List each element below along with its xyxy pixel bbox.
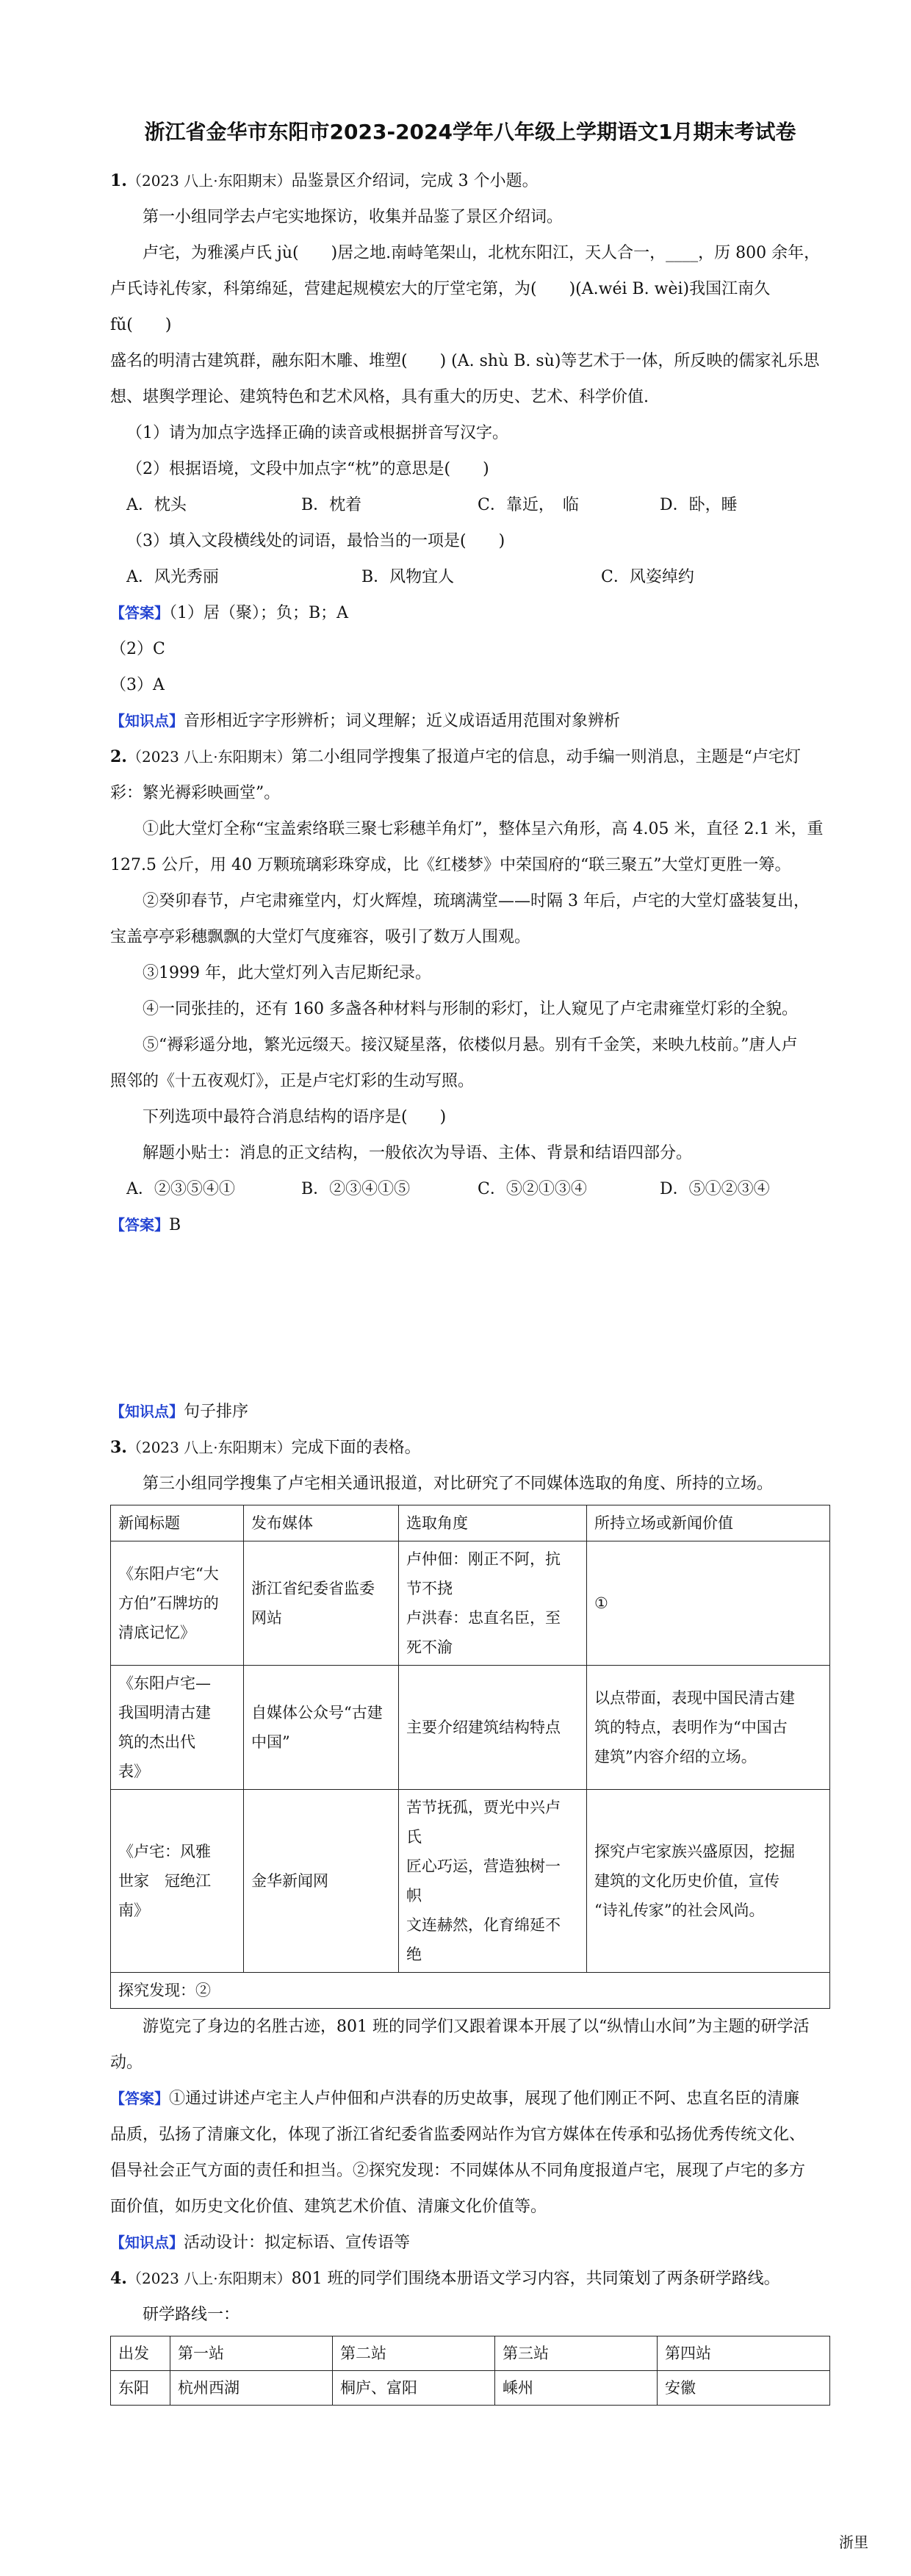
table-cell-media [244, 1541, 399, 1666]
q4-stem-text: 801 班的同学们围绕本册语文学习内容，共同策划了两条研学路线。 [291, 2270, 780, 2288]
q1-sub2-option-c: C．靠近， 临 [478, 496, 579, 514]
table-cell-value [587, 1541, 830, 1666]
cell-line: 浙江省纪委省监委 [251, 1580, 375, 1597]
page-footer: 浙里 [839, 2533, 868, 2551]
answer-tag: 【答案】 [110, 604, 169, 622]
q2-tip: 解题小贴士：消息的正文结构，一般依次为导语、主体、背景和结语四部分。 [143, 1144, 693, 1162]
cell-line: 《卢宅：风雅 [118, 1843, 211, 1860]
route-table [110, 2336, 830, 2406]
q1-sub2: （2）根据语境，文段中加点字“枕”的意思是( ) [126, 460, 489, 478]
q1-answer-1 [110, 595, 830, 631]
answer-tag: 【答案】 [110, 2090, 169, 2107]
q3-stem-text: 完成下面的表格。 [291, 1439, 421, 1457]
cell-line: 死不渝 [406, 1638, 453, 1656]
q1-passage-line-1: 卢宅，为雅溪卢氏 jù( )居之地.南峙笔架山，北枕东阳江，天人合一，____，历 800 余年， [143, 244, 821, 262]
cell-line: 文连赫然，化育绵延不 [406, 1916, 561, 1934]
cell-line: 我国明清古建 [118, 1704, 211, 1721]
q1-sub2-option-a: A．枕头 [126, 496, 187, 514]
q2-source: （2023 八上·东阳期末） [126, 748, 292, 766]
q1-intro: 第一小组同学去卢宅实地探访，收集并品鉴了景区介绍词。 [143, 208, 563, 226]
q1-sub3-option-a: A．风光秀丽 [126, 568, 219, 586]
route-cell: 嵊州 [495, 2371, 658, 2406]
q3-answer-1 [110, 2081, 830, 2117]
q2-sentence-2b: 宝盖亭亭彩穗飘飘的大堂灯气度雍容，吸引了数万人围观。 [110, 928, 531, 946]
q3-intro: 第三小组同学搜集了卢宅相关通讯报道，对比研究了不同媒体选取的角度、所持的立场。 [143, 1475, 774, 1493]
q1-sub2-options [110, 487, 830, 523]
cell-line: 表》 [118, 1763, 149, 1780]
q3-after-line-1: 游览完了身边的名胜古迹，801 班的同学们又跟着课本开展了以“纵情山水间”为主题的研学活 [143, 2018, 810, 2036]
table-cell-angle [399, 1790, 587, 1973]
q2-question: 下列选项中最符合消息结构的语序是( ) [143, 1108, 447, 1126]
q1-stem-text: 品鉴景区介绍词，完成 3 个小题。 [291, 172, 539, 190]
knowledge-tag: 【知识点】 [110, 2234, 184, 2251]
q1-passage-line-3: 盛名的明清古建筑群，融东阳木雕、堆塑( ) (A. shù B. sù)等艺术于一体，所反映的儒家礼乐思 [110, 352, 820, 370]
cell-line: 建筑的文化历史价值，宣传 [594, 1872, 779, 1890]
q2-sentence-3: ③1999 年，此大堂灯列入吉尼斯纪录。 [143, 964, 431, 982]
q3-knowledge [110, 2225, 830, 2261]
q2-option-a: A．②③⑤④① [126, 1180, 235, 1198]
cell-line: 南》 [118, 1902, 149, 1919]
q3-knowledge-text: 活动设计：拟定标语、宣传语等 [184, 2234, 411, 2252]
table-row [111, 1541, 830, 1666]
q1-stem [110, 163, 830, 199]
q3-answer-2: 品质，弘扬了清廉文化，体现了浙江省纪委省监委网站作为官方媒体在传承和弘扬优秀传统文化、 [110, 2126, 806, 2144]
q1-sub3-options [110, 559, 830, 595]
q2-answer-text: B [169, 1216, 181, 1234]
cell-line: 苦节抚孤，贾光中兴卢 [406, 1799, 561, 1816]
cell-line: “诗礼传家”的社会风尚。 [594, 1902, 765, 1919]
q1-sub3-option-c: C．风姿绰约 [601, 568, 694, 586]
cell-line: 世家 冠绝江 [118, 1872, 211, 1890]
table-cell-title [111, 1790, 244, 1973]
q1-knowledge [110, 703, 830, 739]
table-header-cell: 新闻标题 [111, 1505, 244, 1541]
cell-line: 主要介绍建筑结构特点 [406, 1719, 561, 1736]
q2-number: 2. [110, 747, 127, 766]
exam-title: 浙江省金华市东阳市2023-2024学年八年级上学期语文1月期末考试卷 [144, 120, 796, 144]
q3-after-line-2: 动。 [110, 2054, 143, 2072]
cell-line: 以点带面，表现中国民清古建 [594, 1689, 795, 1707]
route-header-cell: 第二站 [333, 2336, 495, 2371]
q1-knowledge-text: 音形相近字字形辨析；词义理解；近义成语适用范围对象辨析 [184, 712, 621, 730]
q1-answer-text-1: （1）居（聚）；负；B；A [169, 604, 349, 622]
q1-sub2-option-b: B．枕着 [301, 496, 362, 514]
cell-line: 匠心巧运，营造独树一 [406, 1857, 561, 1875]
q4-stem [110, 2261, 830, 2297]
route-cell: 桐庐、富阳 [333, 2371, 495, 2406]
q2-knowledge-text: 句子排序 [184, 1403, 249, 1421]
route-header-cell: 第三站 [495, 2336, 658, 2371]
route-header-row [111, 2336, 830, 2371]
q3-stem [110, 1430, 830, 1466]
q1-number: 1. [110, 171, 127, 190]
table-header-cell: 选取角度 [399, 1505, 587, 1541]
cell-line: 《东阳卢宅— [118, 1674, 211, 1692]
q3-number: 3. [110, 1438, 127, 1457]
q1-sub3: （3）填入文段横线处的词语，最恰当的一项是( ) [126, 532, 505, 550]
q3-source: （2023 八上·东阳期末） [126, 1439, 292, 1456]
q2-answer [110, 1207, 830, 1243]
q2-sentence-1b: 127.5 公斤，用 40 万颗琉璃彩珠穿成，比《红楼梦》中荣国府的“联三聚五”大堂灯更胜一筹。 [110, 856, 791, 874]
q3-answer-4: 面价值，如历史文化价值、建筑艺术价值、清廉文化价值等。 [110, 2198, 547, 2216]
cell-line: 氏 [406, 1828, 422, 1846]
q2-sentence-2a: ②癸卯春节，卢宅肃雍堂内，灯火辉煌，琉璃满堂——时隔 3 年后，卢宅的大堂灯盛装复出， [143, 892, 810, 910]
cell-line: 帜 [406, 1887, 422, 1904]
cell-line: 《东阳卢宅“大 [118, 1565, 219, 1583]
table-cell-value [587, 1790, 830, 1973]
table-header-cell: 发布媒体 [244, 1505, 399, 1541]
table-row [111, 1666, 830, 1790]
cell-line: 建筑”内容介绍的立场。 [594, 1748, 757, 1766]
cell-line: 绝 [406, 1946, 422, 1963]
q2-option-c: C．⑤②①③④ [478, 1180, 587, 1198]
table-cell-media [244, 1666, 399, 1790]
q2-option-b: B．②③④①⑤ [301, 1180, 411, 1198]
q1-sub3-option-b: B．风物宜人 [361, 568, 455, 586]
table-cell-media [244, 1790, 399, 1973]
table-cell-title [111, 1666, 244, 1790]
q2-stem-line-2: 彩：繁光褥彩映画堂”。 [110, 784, 281, 802]
table-cell-angle [399, 1541, 587, 1666]
cell-line: 自媒体公众号“古建 [251, 1704, 383, 1721]
cell-line: 中国” [251, 1733, 290, 1751]
table-row [111, 1973, 830, 2009]
cell-line: 网站 [251, 1609, 282, 1627]
q3-answer-text-1: ①通过讲述卢宅主人卢仲佃和卢洪春的历史故事，展现了他们刚正不阿、忠直名臣的清廉 [169, 2090, 800, 2108]
knowledge-tag: 【知识点】 [110, 712, 184, 730]
q1-sub2-option-d: D．卧，睡 [660, 496, 738, 514]
q1-answer-3: （3）A [110, 676, 165, 694]
answer-tag: 【答案】 [110, 1216, 169, 1234]
q3-answer-3: 倡导社会正气方面的责任和担当。②探究发现：不同媒体从不同角度报道卢宅，展现了卢宅的多方 [110, 2162, 806, 2180]
table-cell-angle [399, 1666, 587, 1790]
cell-line: ① [594, 1594, 608, 1612]
route-cell: 安徽 [658, 2371, 830, 2406]
cell-line: 探究卢宅家族兴盛原因，挖掘 [594, 1843, 795, 1860]
q2-sentence-5b: 照邻的《十五夜观灯》，正是卢宅灯彩的生动写照。 [110, 1072, 475, 1090]
table-row [111, 2371, 830, 2406]
cell-line: 筑的杰出代 [118, 1733, 195, 1751]
knowledge-tag: 【知识点】 [110, 1403, 184, 1420]
cell-line: 节不挠 [406, 1580, 453, 1597]
q2-sentence-4: ④一同张挂的，还有 160 多盏各种材料与形制的彩灯，让人窥见了卢宅肃雍堂灯彩的全貌。 [143, 1000, 798, 1018]
q4-source: （2023 八上·东阳期末） [126, 2270, 292, 2287]
route-cell: 杭州西湖 [170, 2371, 333, 2406]
table-cell-title [111, 1541, 244, 1666]
q1-answer-2: （2）C [110, 640, 165, 658]
route-header-cell: 第四站 [658, 2336, 830, 2371]
q4-route-label: 研学路线一： [143, 2306, 240, 2324]
q1-passage-line-4: 想、堪舆学理论、建筑特色和艺术风格，具有重大的历史、艺术、科学价值. [110, 388, 649, 406]
q2-stem-line-1 [110, 739, 830, 775]
q2-sentence-1a: ①此大堂灯全称“宝盖索络联三聚七彩穗羊角灯”，整体呈六角形，高 4.05 米，直径 2.1 米，重 [143, 820, 824, 838]
cell-line: 金华新闻网 [251, 1872, 328, 1890]
q1-sub1: （1）请为加点字选择正确的读音或根据拼音写汉字。 [126, 424, 508, 442]
q2-knowledge [110, 1394, 830, 1430]
q1-source: （2023 八上·东阳期末） [126, 172, 292, 190]
table-row [111, 1790, 830, 1973]
table-header-row [111, 1505, 830, 1541]
q2-sentence-5a: ⑤“褥彩遥分地，繁光远缀天。接汉疑星落，依楼似月悬。别有千金笑，来映九枝前。”唐人卢 [143, 1036, 798, 1054]
route-header-cell: 第一站 [170, 2336, 333, 2371]
media-comparison-table [110, 1505, 830, 2009]
table-header-cell: 所持立场或新闻价值 [587, 1505, 830, 1541]
document-page [110, 118, 830, 2406]
q2-stem-text: 第二小组同学搜集了报道卢宅的信息，动手编一则消息，主题是“卢宅灯 [291, 748, 801, 766]
q2-option-d: D．⑤①②③④ [660, 1180, 770, 1198]
cell-line: 卢仲佃：刚正不阿，抗 [406, 1550, 561, 1568]
cell-line: 方伯”石牌坊的 [118, 1594, 219, 1612]
cell-line: 筑的特点，表明作为“中国古 [594, 1719, 788, 1736]
table-cell-finding: 探究发现：② [111, 1973, 830, 2009]
route-header-cell: 出发 [111, 2336, 170, 2371]
cell-line: 清底记忆》 [118, 1624, 195, 1641]
table-cell-value [587, 1666, 830, 1790]
cell-line: 卢洪春：忠直名臣，至 [406, 1609, 561, 1627]
q4-number: 4. [110, 2269, 127, 2288]
blank-space [110, 1243, 830, 1394]
q2-options [110, 1171, 830, 1207]
route-cell: 东阳 [111, 2371, 170, 2406]
q1-passage-line-2: 卢氏诗礼传家，科第绵延，营建起规模宏大的厅堂宅第，为( )(A.wéi B. wèi)我国江南久 fǔ( ) [110, 280, 771, 334]
